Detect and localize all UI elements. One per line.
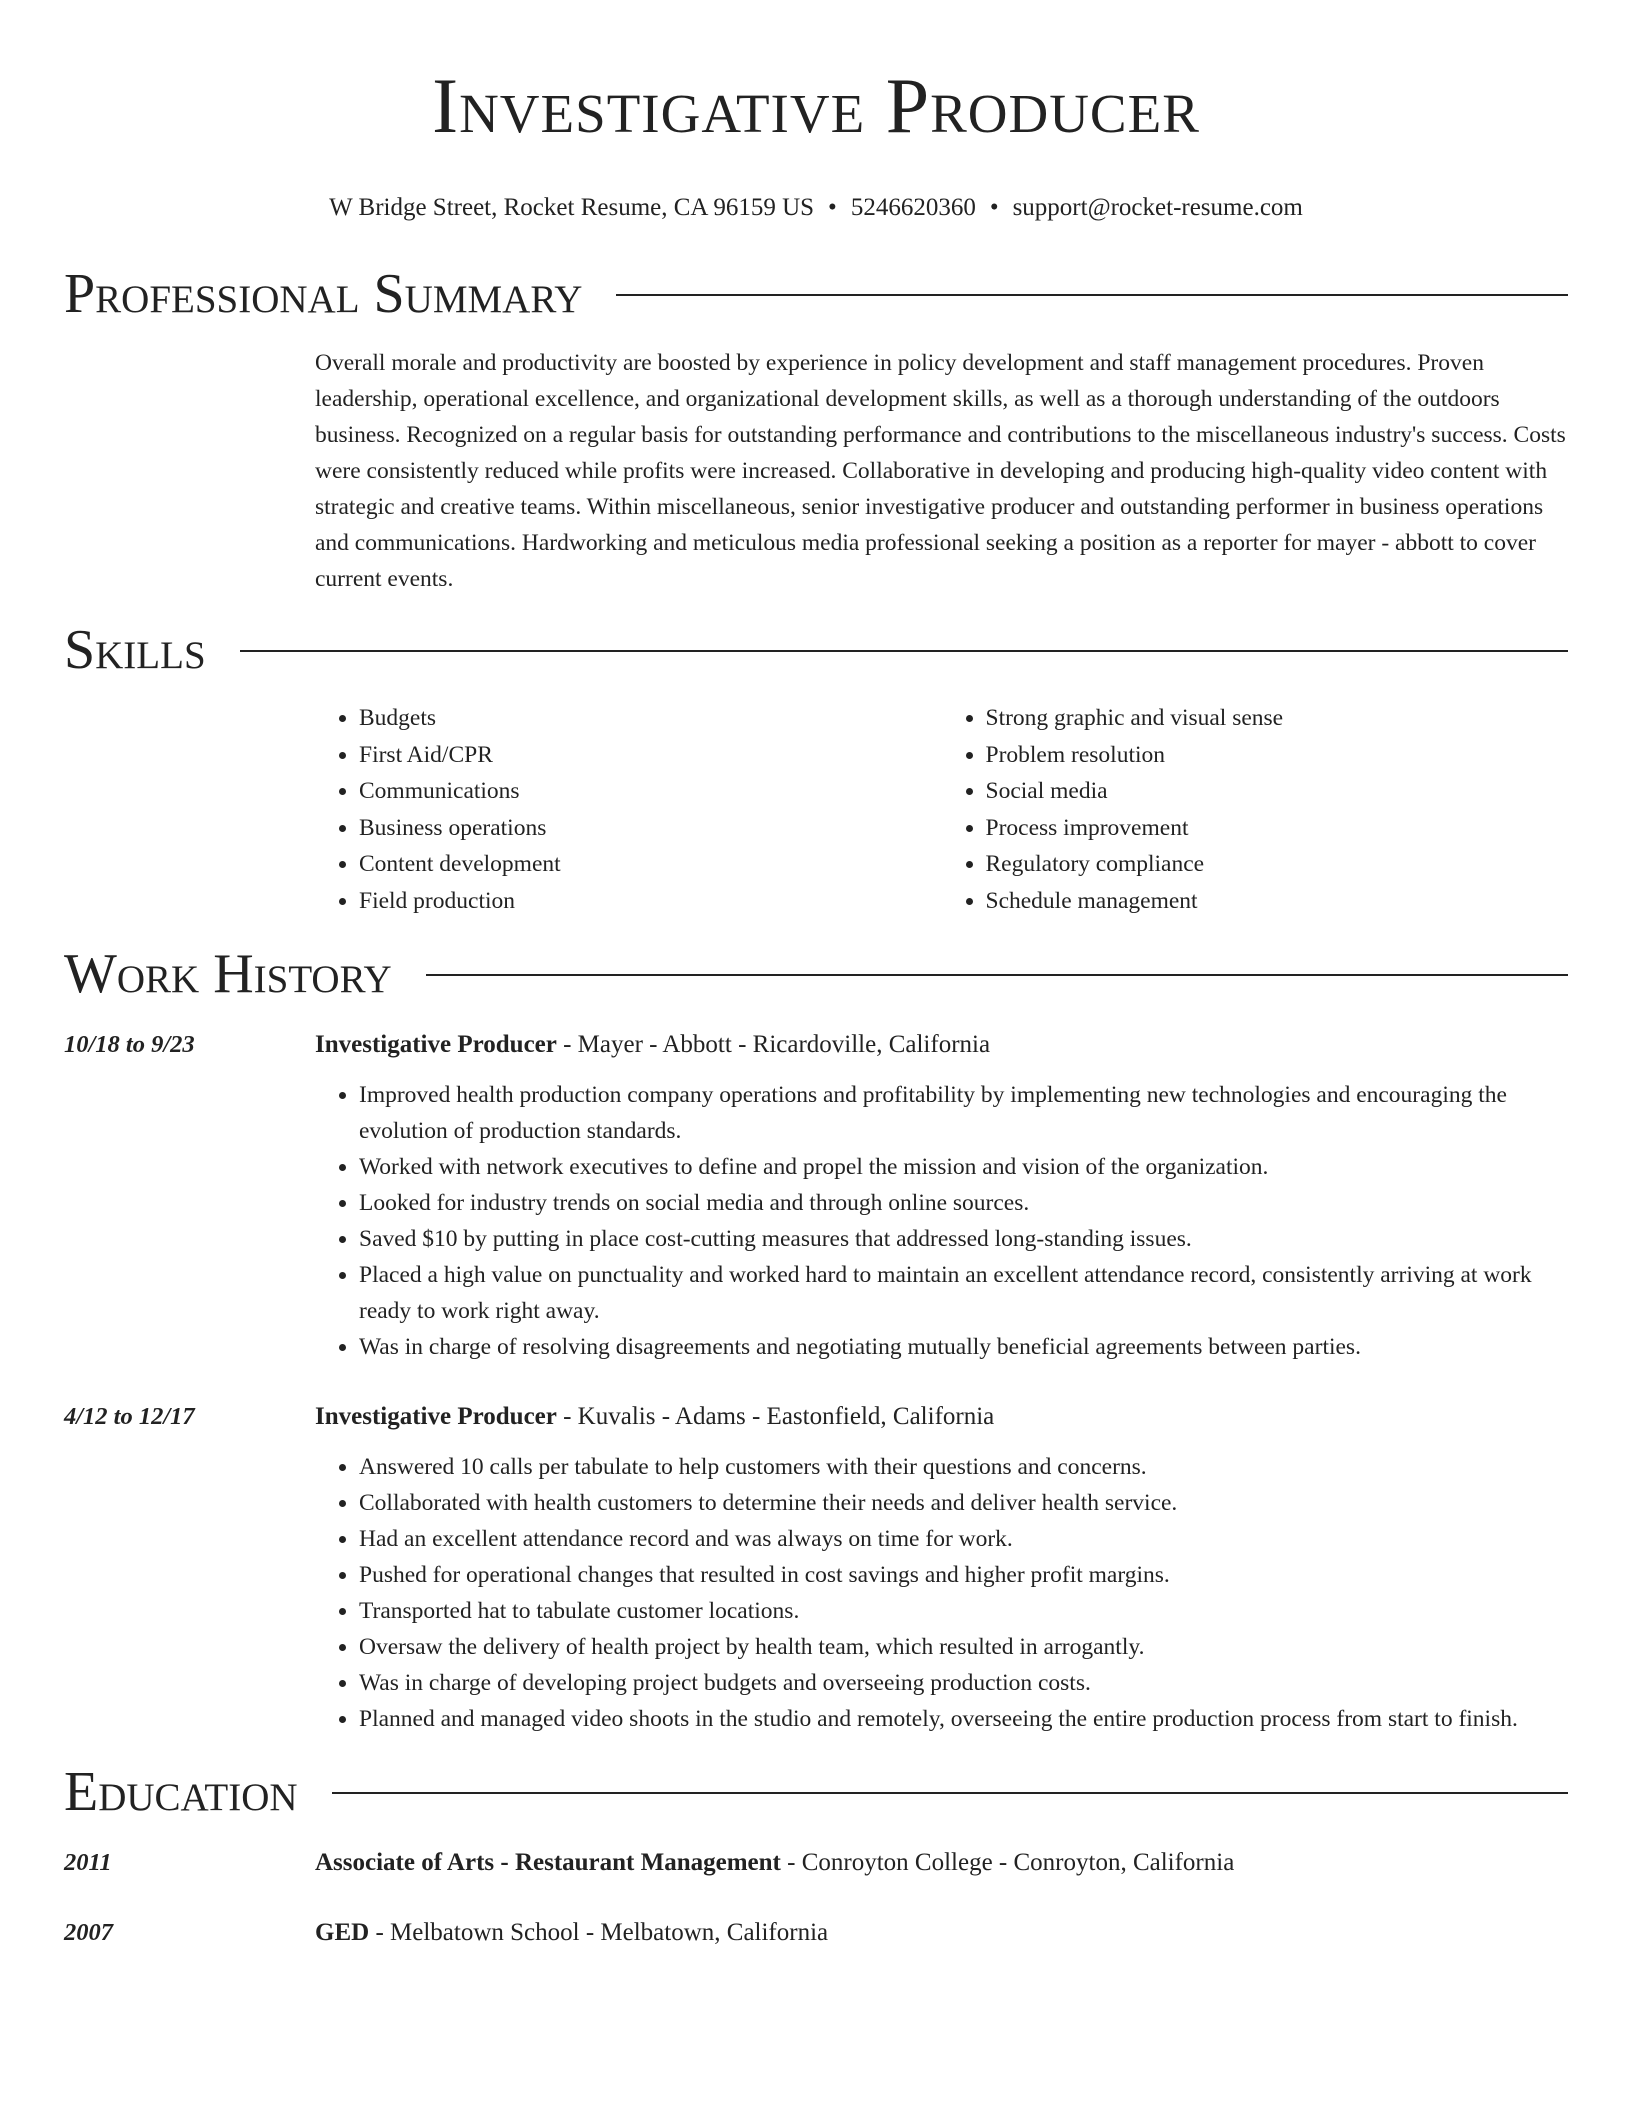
section-divider: [240, 650, 1568, 652]
education-school: - Melbatown School - Melbatown, California: [369, 1919, 829, 1946]
section-divider: [616, 294, 1568, 296]
job-title: Investigative Producer: [315, 1403, 557, 1430]
job-title: Investigative Producer: [315, 1031, 557, 1058]
job-bullet: • Was in charge of resolving disagreements and negotiating mutually beneficial agreements between parties.: [359, 1329, 1568, 1365]
job-dates: 10/18 to 9/23: [64, 1031, 195, 1058]
skill-item: • Problem resolution: [986, 737, 1569, 774]
education-entry: [64, 1845, 1568, 1881]
job-content: [315, 1027, 1568, 1365]
skill-item: • Budgets: [359, 700, 942, 737]
education-heading: Education: [64, 1761, 298, 1823]
section-divider: [332, 1792, 1568, 1794]
job-bullets: [315, 1077, 1568, 1365]
skill-item: • First Aid/CPR: [359, 737, 942, 774]
job-bullet: • Planned and managed video shoots in the studio and remotely, overseeing the entire production process from start to finish.: [359, 1701, 1568, 1737]
education-entry: [64, 1915, 1568, 1951]
education-detail-line: [315, 1915, 828, 1951]
education-degree: GED: [315, 1919, 370, 1946]
email: support@rocket-resume.com: [1012, 194, 1303, 221]
job-bullet: • Oversaw the delivery of health project by health team, which resulted in arrogantly.: [359, 1629, 1568, 1665]
summary-body: [315, 345, 1568, 597]
job-content: [315, 1399, 1568, 1737]
skills-column-right: [942, 700, 1569, 919]
skill-item: • Strong graphic and visual sense: [986, 700, 1569, 737]
address: W Bridge Street, Rocket Resume, CA 96159 US: [329, 194, 815, 221]
job-bullet: • Answered 10 calls per tabulate to help customers with their questions and concerns.: [359, 1449, 1568, 1485]
summary-text: Overall morale and productivity are boosted by experience in policy development and staff management procedures. Proven leadership, operational excellence, and organizational development skills, as well as a thorough understanding of the outdoors business. Recognized on a regular basis for outstanding performance and contributions to the miscellaneous industry's success. Costs were consistently reduced while profits were increased. Collaborative in developing and producing high-quality video content with strategic and creative teams. Within miscellaneous, senior investigative producer and outstanding performer in business operations and communications. Hardworking and meticulous media professional seeking a position as a reporter for mayer - abbott to cover current events.: [315, 350, 1566, 592]
job-bullets: [315, 1449, 1568, 1737]
skill-item: • Regulatory compliance: [986, 846, 1569, 883]
job-bullet: • Improved health production company operations and profitability by implementing new technologies and encouraging the evolution of production standards.: [359, 1077, 1568, 1149]
skill-item: • Field production: [359, 883, 942, 920]
education-year: 2011: [64, 1849, 112, 1876]
job-entry: [64, 1399, 1568, 1737]
separator-dot: •: [828, 194, 837, 221]
work-section-header: [64, 941, 1568, 1007]
job-bullet: • Transported hat to tabulate customer locations.: [359, 1593, 1568, 1629]
job-employer: - Mayer - Abbott - Ricardoville, California: [556, 1031, 991, 1058]
skills-list: [315, 700, 1568, 919]
skill-item: • Content development: [359, 846, 942, 883]
job-entry: [64, 1027, 1568, 1365]
education-year: 2007: [64, 1919, 113, 1946]
skill-item: • Process improvement: [986, 810, 1569, 847]
job-bullet: • Collaborated with health customers to determine their needs and deliver health service.: [359, 1485, 1568, 1521]
job-bullet: • Had an excellent attendance record and was always on time for work.: [359, 1521, 1568, 1557]
section-divider: [426, 974, 1568, 976]
skills-section-header: [64, 617, 1568, 683]
job-employer: - Kuvalis - Adams - Eastonfield, California: [556, 1403, 995, 1430]
education-section-header: [64, 1759, 1568, 1825]
education-detail-line: [315, 1845, 1234, 1881]
education-degree: Associate of Arts - Restaurant Management: [315, 1849, 781, 1876]
resume-page: [64, 0, 1568, 1951]
skill-item: • Social media: [986, 773, 1569, 810]
job-bullet: • Pushed for operational changes that resulted in cost savings and higher profit margins.: [359, 1557, 1568, 1593]
phone: 5246620360: [850, 194, 976, 221]
summary-heading: Professional Summary: [64, 263, 583, 325]
job-title-line: [315, 1399, 1568, 1435]
summary-section-header: [64, 261, 1568, 327]
skills-column-left: [315, 700, 942, 919]
candidate-name: Investigative Producer: [432, 62, 1200, 149]
contact-line: [64, 192, 1568, 224]
skill-item: • Business operations: [359, 810, 942, 847]
skills-heading: Skills: [64, 619, 206, 681]
job-title-line: [315, 1027, 1568, 1063]
job-bullet: • Worked with network executives to define and propel the mission and vision of the organization.: [359, 1149, 1568, 1185]
job-bullet: • Was in charge of developing project budgets and overseeing production costs.: [359, 1665, 1568, 1701]
education-school: - Conroyton College - Conroyton, California: [780, 1849, 1235, 1876]
work-heading: Work History: [64, 943, 392, 1005]
separator-dot: •: [989, 194, 999, 221]
job-dates: 4/12 to 12/17: [64, 1403, 195, 1430]
skill-item: • Communications: [359, 773, 942, 810]
job-bullet: • Looked for industry trends on social media and through online sources.: [359, 1185, 1568, 1221]
job-bullet: • Saved $10 by putting in place cost-cutting measures that addressed long-standing issues.: [359, 1221, 1568, 1257]
job-bullet: • Placed a high value on punctuality and worked hard to maintain an excellent attendance record, consistently arriving at work ready to work right away.: [359, 1257, 1568, 1329]
skill-item: • Schedule management: [986, 883, 1569, 920]
